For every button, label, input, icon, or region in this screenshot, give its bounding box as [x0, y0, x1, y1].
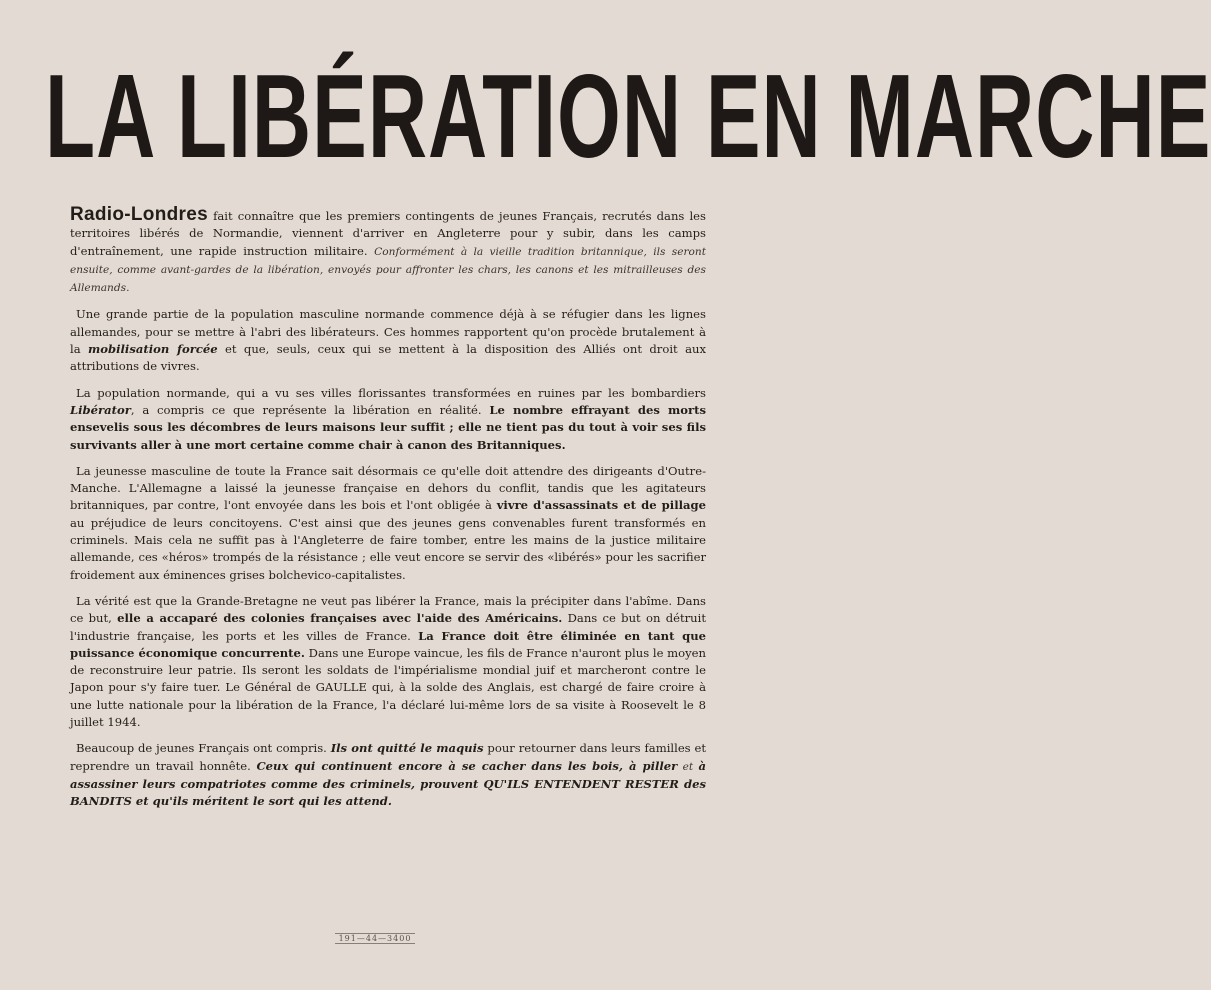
- paragraph-2: [70, 306, 706, 375]
- paragraph-4: [70, 463, 706, 584]
- print-code-text: 191—44—3400: [335, 933, 416, 944]
- p5-text-2: Dans ce but on détruit l'industrie française, les ports et les villes de France.: [70, 611, 707, 643]
- p4-text-1: La jeunesse masculine de toute la France sait désormais ce qu'elle doit attendre des dirigeants d'Outre-Manche. L'Allemagne a laissé la jeunesse française en dehors du conflit, tandis que les agitateurs britanniques, par contre, l'ont envoyée dans les bois et l'ont obligée à: [70, 463, 706, 513]
- p3-text-2: , a compris ce que représente la libération en réalité.: [130, 402, 490, 417]
- p6-emphasis-1: Ils ont quitté le maquis: [330, 741, 484, 756]
- p5-bold-2: La France doit être éliminée en tant que puissance économique concurrente.: [70, 628, 706, 660]
- print-code: [0, 934, 750, 943]
- p6-text-1: Beaucoup de jeunes Français ont compris.: [76, 741, 331, 756]
- lead-radio-londres: Radio-Londres: [70, 204, 208, 225]
- poster-body: [70, 206, 706, 820]
- p4-text-2: au préjudice de leurs concitoyens. C'est ainsi que des jeunes gens convenables furent transformés en criminels. Mais cela ne suffit pas à l'Angleterre de faire tomber, entre les mains de la justice militaire allemande, ces «héros» trompés de la résistance ; elle veut encore se servir des «libérés» pour les sacrifier froidement aux éminences grises bolchevico-capitalistes.: [70, 515, 706, 582]
- headline: LA LIBÉRATION EN MARCHE: [45, 51, 1211, 184]
- p6-emphasis-2: Ceux qui continuent encore à se cacher dans les bois, à piller: [256, 758, 678, 773]
- p6-emphasis-3: à assassiner leurs compatriotes comme des criminels, prouvent QU'ILS ENTENDENT RESTER des BANDITS et qu'ils méritent le sort qui les attend.: [70, 758, 706, 809]
- p6-text-2: pour retourner dans leurs familles et reprendre un travail honnête.: [70, 741, 707, 773]
- p5-text-1: La vérité est que la Grande-Bretagne ne veut pas libérer la France, mais la précipiter dans l'abîme. Dans ce but,: [70, 593, 706, 626]
- p4-bold: vivre d'assassinats et de pillage: [496, 498, 706, 513]
- p3-text-1: La population normande, qui a vu ses villes florissantes transformées en ruines par les bombardiers: [76, 385, 706, 400]
- paragraph-3: [70, 385, 706, 454]
- p1-text: fait connaître que les premiers contingents de jeunes Français, recrutés dans les territoires libérés de Normandie, viennent d'arriver en Angleterre pour y subir, dans les camps d'entraînement, une rapide instruction militaire.: [70, 209, 706, 258]
- paragraph-5: [70, 593, 706, 731]
- p3-emphasis: Libérator: [70, 402, 131, 417]
- p2-emphasis: mobilisation forcée: [88, 342, 218, 357]
- p2-text-2: et que, seuls, ceux qui se mettent à la disposition des Alliés ont droit aux attributions de vivres.: [70, 342, 706, 374]
- p6-text-3: et: [677, 760, 699, 773]
- p1-italic: Conformément à la vieille tradition britannique, ils seront ensuite, comme avant-gardes de la libération, envoyés pour affronter les chars, les canons et les mitrailleuses des Allemands.: [70, 245, 706, 295]
- paragraph-1: [70, 206, 706, 297]
- paragraph-6: [70, 740, 706, 810]
- p5-text-3: Dans une Europe vaincue, les fils de France n'auront plus le moyen de reconstruire leur patrie. Ils seront les soldats de l'impérialisme mondial juif et marcheront contre le Japon pour s'y faire tuer. Le Général de GAULLE qui, à la solde des Anglais, est chargé de faire croire à une lutte nationale pour la libération de la France, l'a déclaré lui-même lors de sa visite à Roosevelt le 8 juillet 1944.: [70, 645, 707, 730]
- p2-text-1: Une grande partie de la population masculine normande commence déjà à se réfugier dans les lignes allemandes, pour se mettre à l'abri des libérateurs. Ces hommes rapportent qu'on procède brutalement à la: [70, 307, 706, 357]
- p5-bold-1: elle a accaparé des colonies françaises avec l'aide des Américains.: [117, 611, 563, 626]
- p3-bold: Le nombre effrayant des morts ensevelis sous les décombres de leurs maisons leur suffit ; elle ne tient pas du tout à voir ses fils survivants aller à une mort certaine comme chair à canon des Britanniques.: [70, 402, 706, 452]
